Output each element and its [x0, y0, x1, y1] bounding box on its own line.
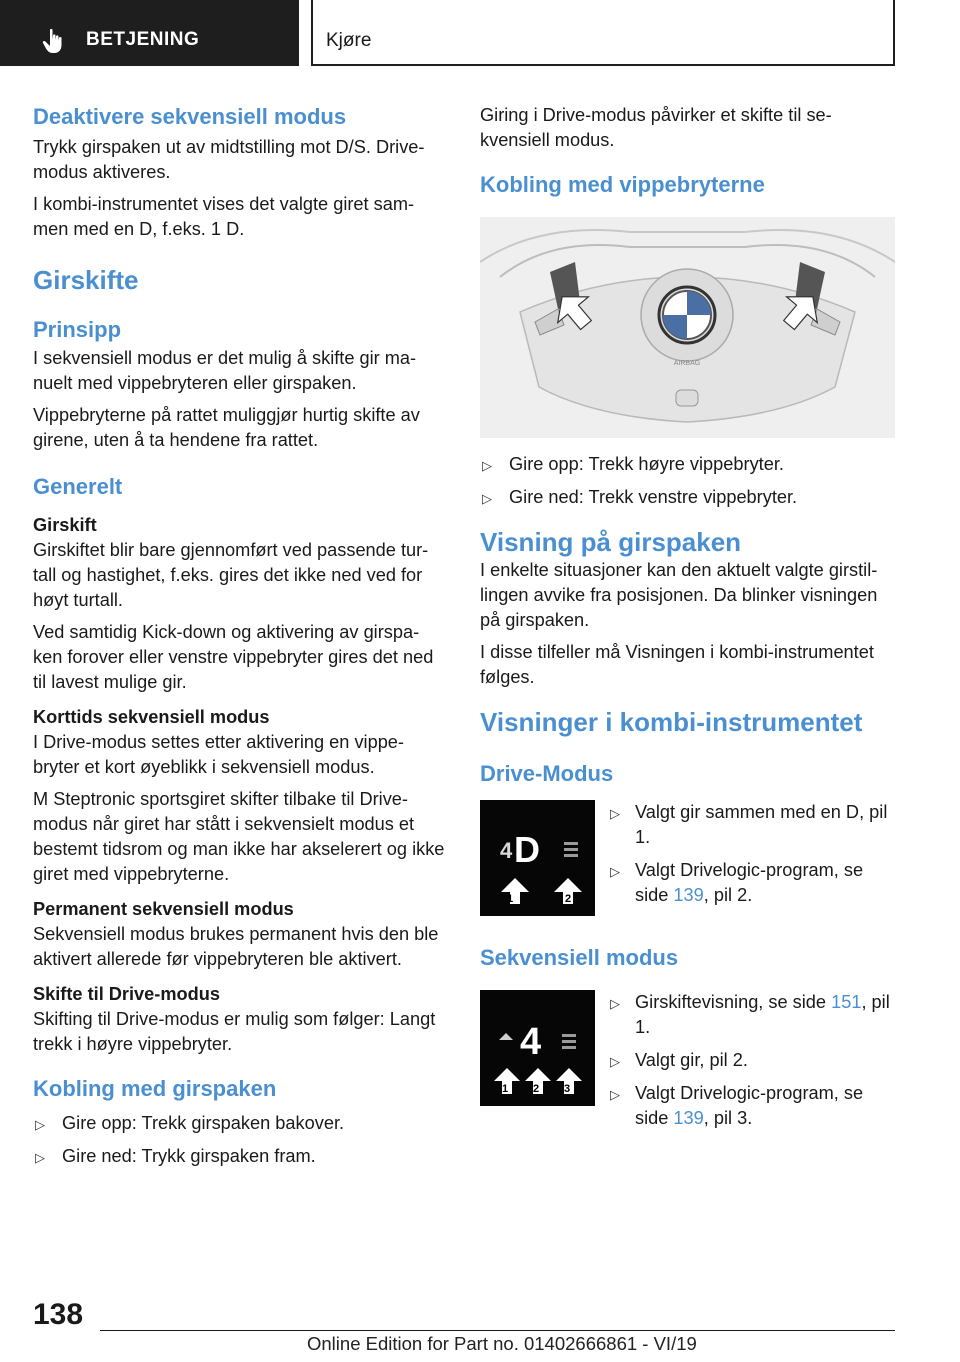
triangle-bullet-icon: ▷ [35, 1150, 45, 1165]
paragraph: M Steptronic sportsgiret skifter tilbake til Drive-modus når giret har stått i sekvensielt modus et bestemt tidsrom og man ikke har akselerert og ikke giret med vippebryterne. [33, 789, 445, 884]
svg-text:1: 1 [507, 893, 514, 905]
paragraph: Girskiftet blir bare gjennomført ved passende tur-tall og hastighet, f.eks. gires det ikke ned ved for høyt turtall. [33, 540, 429, 610]
list-item: ▷ Gire ned: Trykk girspaken fram. [33, 1144, 448, 1169]
svg-text:4: 4 [500, 838, 513, 863]
paragraph: Trykk girspaken ut av midtstilling mot D/S. Drive-modus aktiveres. [33, 137, 425, 182]
heading-deaktivere: Deaktivere sekvensiell modus [33, 104, 347, 129]
triangle-bullet-icon: ▷ [482, 491, 492, 506]
heading-prinsipp: Prinsipp [33, 317, 122, 342]
triangle-bullet-icon: ▷ [610, 864, 620, 879]
list-item: ▷ Valgt gir sammen med en D, pil 1. [610, 802, 888, 847]
page-link-151[interactable]: 151 [831, 992, 862, 1012]
heading-girskifte: Girskifte [33, 265, 139, 295]
subheading-girskift: Girskift [33, 515, 97, 535]
subheading-korttids: Korttids sekvensiell modus [33, 707, 270, 727]
svg-text:4: 4 [520, 1021, 542, 1063]
left-column [33, 103, 448, 1177]
svg-text:1: 1 [502, 1083, 509, 1095]
chapter-label: Kjøre [326, 30, 372, 51]
heading-visninger: Visninger i kombi-instrumentet [480, 707, 863, 737]
girspaken-list [33, 1111, 448, 1169]
drive-display-image [480, 800, 595, 916]
list-item: ▷ Gire opp: Trekk høyre vippebryter. [480, 452, 897, 477]
vippe-list [480, 452, 897, 510]
paragraph: I Drive-modus settes etter aktivering en vippe-bryter et kort øyeblikk i sekvensiell modus. [33, 732, 404, 777]
list-item: ▷ Valgt Drivelogic-program, se side 139, pil 2. [610, 860, 864, 905]
paragraph: I enkelte situasjoner kan den aktuelt valgte girstil-lingen avvike fra posisjonen. Da blinker visningen på girspaken. [480, 560, 878, 630]
sekvensiell-list [608, 990, 897, 1139]
page-link-139[interactable]: 139 [673, 885, 704, 905]
list-item: ▷ Gire ned: Trekk venstre vippebryter. [480, 485, 897, 510]
heading-kobling-girspaken: Kobling med girspaken [33, 1076, 277, 1101]
paragraph: I sekvensiell modus er det mulig å skifte gir ma-nuelt med vippebryteren eller girspaken. [33, 348, 417, 393]
svg-text:2: 2 [565, 893, 572, 905]
paragraph: Skifting til Drive-modus er mulig som følger: Langt trekk i høyre vippebryter. [33, 1009, 436, 1054]
hand-pointer-icon [42, 28, 66, 54]
subheading-skifte: Skifte til Drive-modus [33, 984, 220, 1004]
paragraph: Ved samtidig Kick-down og aktivering av girspa-ken forover eller venstre vippebryter gires det ned til lavest mulige gir. [33, 622, 434, 692]
footer-divider [100, 1330, 895, 1331]
paragraph: I kombi-instrumentet vises det valgte giret sam-men med en D, f.eks. 1 D. [33, 194, 415, 239]
subheading-permanent: Permanent sekvensiell modus [33, 899, 294, 919]
page-link-139[interactable]: 139 [673, 1108, 704, 1128]
section-tab [0, 0, 299, 66]
triangle-bullet-icon: ▷ [610, 806, 620, 821]
svg-text:AIRBAG: AIRBAG [673, 360, 701, 367]
chapter-header [311, 0, 895, 66]
drive-list [608, 800, 897, 916]
list-item: ▷ Gire opp: Trekk girspaken bakover. [33, 1111, 448, 1136]
edition-text: Online Edition for Part no. 01402666861 - VI/19 [307, 1333, 697, 1354]
list-item: ▷ Valgt gir, pil 2. [608, 1048, 897, 1073]
paragraph: Giring i Drive-modus påvirker et skifte til se-kvensiell modus. [480, 105, 832, 150]
steering-wheel-illustration [480, 217, 895, 438]
paragraph: Sekvensiell modus brukes permanent hvis den ble aktivert allerede før vippebryteren ble aktivert. [33, 924, 439, 969]
triangle-bullet-icon: ▷ [35, 1117, 45, 1132]
triangle-bullet-icon: ▷ [610, 996, 620, 1011]
heading-generelt: Generelt [33, 474, 123, 499]
heading-kobling-vippe: Kobling med vippebryterne [480, 172, 765, 197]
triangle-bullet-icon: ▷ [610, 1054, 620, 1069]
heading-visning: Visning på girspaken [480, 527, 742, 557]
drive-modus-block [480, 800, 897, 916]
svg-text:2: 2 [533, 1083, 540, 1095]
svg-text:D: D [514, 829, 540, 870]
list-item: ▷ Girskiftevisning, se side 151, pil 1. [610, 992, 890, 1037]
heading-drive-modus: Drive-Modus [480, 761, 614, 786]
sequential-display-image [480, 990, 595, 1106]
page-number: 138 [33, 1298, 84, 1331]
triangle-bullet-icon: ▷ [482, 458, 492, 473]
triangle-bullet-icon: ▷ [610, 1087, 620, 1102]
list-item: ▷ Valgt Drivelogic-program, se side 139, pil 3. [610, 1083, 864, 1128]
section-label: BETJENING [86, 29, 200, 50]
right-column [480, 103, 897, 1139]
paragraph: I disse tilfeller må Visningen i kombi-instrumentet følges. [480, 642, 874, 687]
heading-sekvensiell: Sekvensiell modus [480, 945, 679, 970]
svg-text:3: 3 [564, 1083, 571, 1095]
paragraph: Vippebryterne på rattet muliggjør hurtig skifte av girene, uten å ta hendene fra rattet. [33, 405, 420, 450]
sekvensiell-block [480, 990, 897, 1139]
